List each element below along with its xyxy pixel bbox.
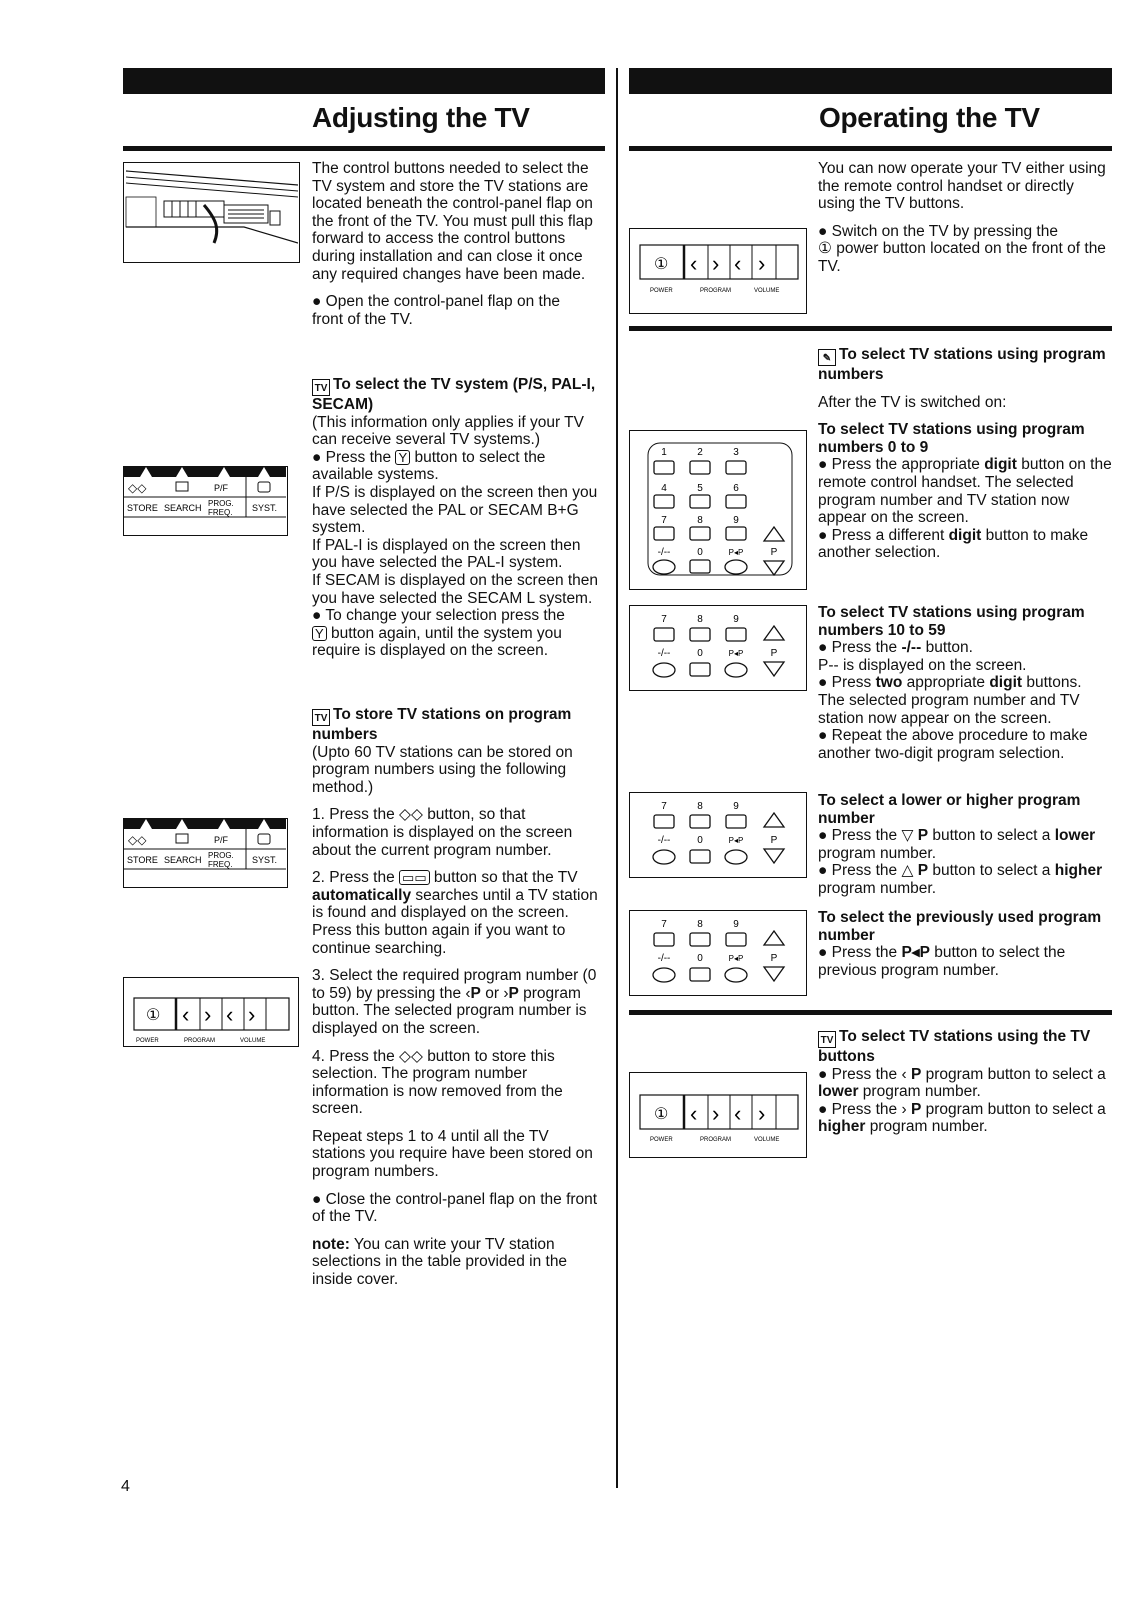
left-title-rule [123, 146, 605, 151]
svg-text:SYST.: SYST. [252, 855, 278, 865]
svg-text:FREQ.: FREQ. [208, 860, 233, 869]
control-panel-store [123, 818, 288, 888]
svg-text:P: P [770, 953, 778, 964]
svg-text:PROG.: PROG. [208, 851, 234, 860]
search-label: SEARCH [164, 503, 202, 513]
control-panel-system [123, 466, 288, 536]
svg-text:›: › [758, 1101, 766, 1126]
svg-text:◇◇: ◇◇ [128, 481, 147, 495]
svg-text:-/--: -/-- [657, 648, 671, 659]
svg-text:P◂P: P◂P [728, 548, 744, 557]
store-diamond-icon: ◇◇ [399, 806, 423, 824]
svg-text:›: › [248, 1002, 256, 1027]
system-button-icon: Y [395, 450, 410, 465]
svg-text:-/--: -/-- [657, 953, 671, 964]
svg-text:›: › [712, 1101, 720, 1126]
svg-text:8: 8 [697, 801, 703, 812]
svg-text:9: 9 [733, 614, 739, 625]
svg-text:-/--: -/-- [657, 835, 671, 846]
remote-keypad-partial-3 [629, 910, 807, 996]
tv-icon: TV [818, 1031, 836, 1048]
program-numbers-section: ✎ To select TV stations using program numbers After the TV is switched on: To select TV stations using program numbers 0 to 9 ● Press the appropriate digit button on the remote control handset. The selected program number and TV station now appear on the screen. ● Press a different digit button to make another selection. [818, 346, 1112, 562]
svg-text:2: 2 [697, 447, 703, 458]
svg-text:9: 9 [733, 515, 739, 526]
column-divider [616, 68, 618, 1488]
svg-text:P◂P: P◂P [728, 954, 744, 963]
right-intro: You can now operate your TV either using the remote control handset or directly using the TV buttons. ● Switch on the TV by pressing the ① power button located on the front of the TV. [818, 160, 1106, 275]
remote-keypad-full [629, 430, 807, 590]
svg-text:P: P [770, 648, 778, 659]
store-diamond-icon: ◇◇ [399, 1047, 423, 1065]
tv-power-buttons [629, 228, 807, 314]
svg-text:3: 3 [733, 447, 739, 458]
svg-text:0: 0 [697, 547, 703, 558]
svg-text:7: 7 [661, 614, 667, 625]
svg-text:‹: ‹ [734, 1101, 742, 1126]
svg-text:POWER: POWER [650, 288, 673, 294]
system-section: TV To select the TV system (P/S, PAL-I, SECAM) (This information only applies if your TV can receive several TV systems.) ● Press the Y button to select the available systems. If P/S is displayed on the screen then you have selected the PAL or SECAM B+G system. If PAL-I is displayed on the screen then you have selected the PAL-I system. If SECAM is displayed on the screen then you have selected the SECAM L system. ● To change your selection press the Y button again, until the system you require is displayed on the screen. [312, 376, 599, 660]
chevron-left-icon: ‹ [465, 984, 471, 1002]
svg-text:P◂P: P◂P [728, 649, 744, 658]
svg-text:①: ① [146, 1007, 161, 1024]
svg-text:1: 1 [661, 447, 667, 458]
right-section-rule-1 [629, 326, 1112, 331]
previous-program-section: To select the previously used program number ● Press the P◂P button to select the previous program number. [818, 909, 1102, 979]
svg-text:‹: ‹ [182, 1002, 190, 1027]
svg-text:‹: ‹ [734, 251, 742, 276]
prog-label: PROG. [208, 499, 234, 508]
right-title-rule [629, 146, 1112, 151]
svg-text:5: 5 [697, 483, 703, 494]
svg-text:8: 8 [697, 515, 703, 526]
svg-text:›: › [204, 1002, 212, 1027]
svg-text:P: P [770, 835, 778, 846]
svg-text:PROGRAM: PROGRAM [700, 1137, 732, 1143]
svg-text:7: 7 [661, 801, 667, 812]
svg-text:STORE: STORE [127, 855, 158, 865]
svg-text:0: 0 [697, 835, 703, 846]
svg-text:VOLUME: VOLUME [754, 1137, 780, 1143]
chevron-left-icon: ‹ [901, 1065, 907, 1083]
left-intro: The control buttons needed to select the TV system and store the TV stations are located beneath the control-panel flap on the front of the TV. You must pull this flap forward to access the control buttons during installation and can close it once any required changes have been made. ● Open the control-panel flap on the front of the TV. [312, 160, 593, 328]
pf-label: P/F [214, 483, 229, 493]
search-button-icon: ▭▭ [399, 870, 430, 885]
svg-text:‹: ‹ [690, 251, 698, 276]
svg-text:-/--: -/-- [657, 547, 671, 558]
remote-icon: ✎ [818, 349, 836, 366]
svg-text:SEARCH: SEARCH [164, 855, 202, 865]
numbers-10-59-section: To select TV stations using program numbers 10 to 59 ● Press the -/-- button. P-- is displayed on the screen. ● Press two appropriate digit buttons. The selected program number and TV station now appear on the screen. ● Repeat the above procedure to make another two-digit program selection. [818, 604, 1088, 762]
svg-text:9: 9 [733, 919, 739, 930]
tv-buttons-section: TV To select TV stations using the TV buttons ● Press the ‹ P program button to select a lower program number. ● Press the › P program button to select a higher program number. [818, 1028, 1106, 1136]
remote-keypad-partial-1 [629, 605, 807, 691]
tv-flap-illustration [123, 162, 300, 263]
page-number: 4 [121, 1478, 130, 1495]
svg-text:VOLUME: VOLUME [240, 1038, 266, 1044]
svg-text:P/F: P/F [214, 835, 229, 845]
svg-text:0: 0 [697, 648, 703, 659]
svg-text:POWER: POWER [136, 1038, 159, 1044]
svg-text:8: 8 [697, 614, 703, 625]
power-icon: ① [818, 240, 832, 258]
right-section-rule-2 [629, 1010, 1112, 1015]
triangle-up-icon: △ [901, 862, 914, 880]
lower-higher-section: To select a lower or higher program number ● Press the ▽ P button to select a lower program number. ● Press the △ P button to select a higher program number. [818, 792, 1103, 897]
left-header-bar [123, 68, 605, 94]
svg-text:◇◇: ◇◇ [128, 833, 147, 847]
tv-icon: TV [312, 709, 330, 726]
tv-icon: TV [312, 379, 330, 396]
svg-text:①: ① [654, 1106, 669, 1123]
right-page-title: Operating the TV [819, 102, 1040, 133]
svg-text:POWER: POWER [650, 1137, 673, 1143]
tv-front-buttons-right [629, 1072, 807, 1158]
chevron-right-icon: › [901, 1100, 907, 1118]
svg-text:7: 7 [661, 919, 667, 930]
store-section: TV To store TV stations on program numbers (Upto 60 TV stations can be stored on program numbers using the following method.) 1. Press the ◇◇ button, so that information is displayed on the screen about the current program number. 2. Press the ▭▭ button so that the TV automatically searches until a TV station is found and displayed on the screen. Press this button again if you want to continue searching. 3. Select the required program number (0 to 59) by pressing the ‹P or ›P program button. The selected program number is displayed on the screen. 4. Press the ◇◇ button to store this selection. The program number information is now removed from the screen. Repeat steps 1 to 4 until all the TV stations you require have been stored on program numbers. ● Close the control-panel flap on the front of the TV. note: You can write your TV station selections in the table provided in the inside cover. [312, 706, 598, 1289]
right-header-bar [629, 68, 1112, 94]
svg-text:P◂P: P◂P [728, 836, 744, 845]
triangle-down-icon: ▽ [901, 827, 914, 845]
svg-text:8: 8 [697, 919, 703, 930]
chevron-right-icon: › [503, 984, 509, 1002]
svg-text:PROGRAM: PROGRAM [184, 1038, 216, 1044]
svg-text:4: 4 [661, 483, 667, 494]
svg-text:VOLUME: VOLUME [754, 288, 780, 294]
freq-label: FREQ. [208, 508, 233, 517]
svg-text:①: ① [654, 256, 669, 273]
system-button-icon: Y [312, 626, 327, 641]
syst-label: SYST. [252, 503, 278, 513]
svg-text:0: 0 [697, 953, 703, 964]
left-page-title: Adjusting the TV [312, 102, 530, 133]
svg-text:PROGRAM: PROGRAM [700, 288, 732, 294]
svg-text:6: 6 [733, 483, 739, 494]
store-label: STORE [127, 503, 158, 513]
svg-text:P: P [770, 547, 778, 558]
tv-front-buttons [123, 977, 299, 1047]
open-flap-text: Open the control-panel flap on the front of the TV. [312, 293, 561, 328]
svg-text:‹: ‹ [690, 1101, 698, 1126]
svg-text:‹: ‹ [226, 1002, 234, 1027]
svg-text:›: › [712, 251, 720, 276]
svg-text:7: 7 [661, 515, 667, 526]
svg-text:9: 9 [733, 801, 739, 812]
remote-keypad-partial-2 [629, 792, 807, 878]
svg-text:›: › [758, 251, 766, 276]
